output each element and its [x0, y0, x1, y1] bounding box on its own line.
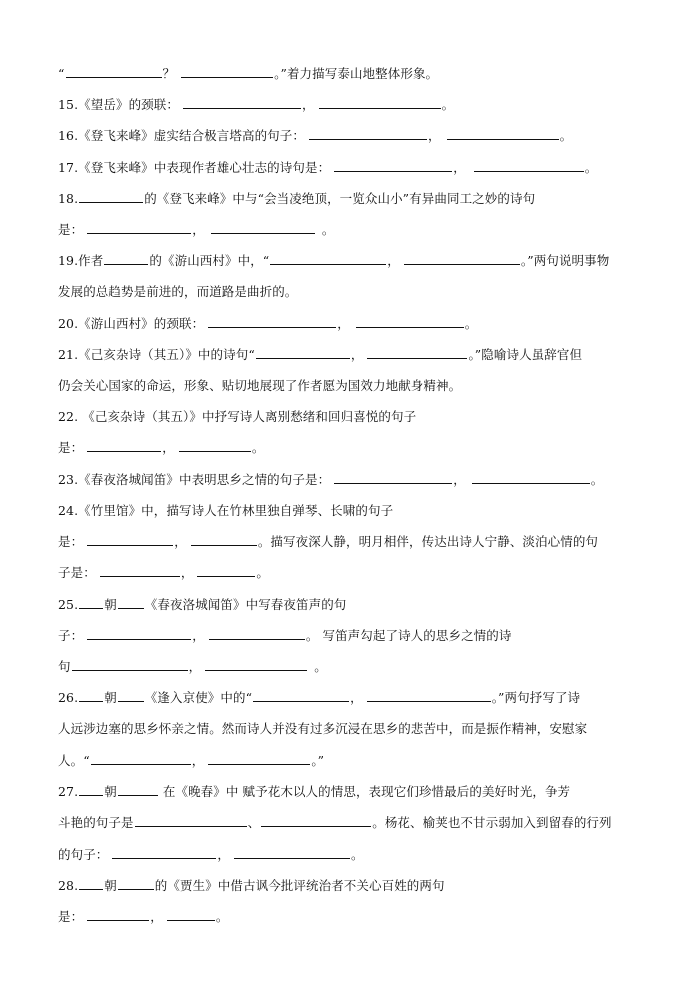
text-seg: 25. [58, 597, 79, 612]
text-seg: 24.《竹里馆》中，描写诗人在竹林里独自弹琴、长啸的句子 [58, 503, 394, 518]
line-22 [58, 721, 587, 737]
text-seg: 是： [58, 222, 84, 237]
answer-blank[interactable] [474, 160, 584, 172]
answer-blank[interactable] [270, 253, 386, 265]
line-16 [58, 534, 598, 550]
text-seg: 朝 [104, 597, 117, 612]
answer-blank[interactable] [334, 472, 452, 484]
text-seg: 21.《己亥杂诗（其五）》中的诗句“ [58, 347, 255, 362]
text-seg: 。 [584, 160, 598, 175]
text-seg: 22. 《己亥杂诗（其五）》中抒写诗人离别愁绪和回归喜悦的句子 [58, 409, 417, 424]
text-seg: 、 [247, 815, 261, 830]
answer-blank[interactable] [205, 659, 307, 671]
text-seg: 20.《游山西村》的颈联： [58, 316, 205, 331]
text-seg: 《逢入京使》中的“ [144, 690, 253, 705]
text-seg: ， [427, 128, 441, 143]
line-26 [58, 847, 364, 863]
text-seg: 发展的总趋势是前进的，而道路是曲折的。 [58, 284, 298, 299]
line-25 [58, 815, 612, 831]
answer-blank[interactable] [181, 66, 273, 78]
text-seg: 。 [314, 659, 327, 674]
text-seg: 。 [590, 472, 604, 487]
text-seg: 。杨花、榆荚也不甘示弱加入到留春的行列 [372, 815, 612, 830]
answer-blank[interactable] [447, 128, 559, 140]
line-3 [58, 128, 572, 144]
line-27 [58, 878, 445, 894]
text-seg: ， [301, 97, 315, 112]
line-2 [58, 97, 454, 113]
text-seg: 的句子： [58, 847, 109, 862]
text-seg: ， [350, 347, 364, 362]
line-8 [58, 284, 297, 300]
answer-blank[interactable] [87, 440, 161, 452]
line-19 [58, 628, 512, 644]
text-seg: 句 [58, 659, 71, 674]
line-7 [58, 253, 609, 269]
text-seg: 《春夜洛城闻笛》中写春夜笛声的句 [144, 597, 347, 612]
text-seg: 。” [311, 753, 325, 768]
text-seg: 。 [559, 128, 573, 143]
answer-blank[interactable] [191, 534, 257, 546]
answer-blank[interactable] [91, 753, 191, 765]
answer-blank[interactable] [66, 66, 162, 78]
line-23 [58, 753, 324, 769]
answer-blank[interactable] [367, 690, 491, 702]
answer-blank[interactable] [100, 565, 180, 577]
text-seg: 23.《春夜洛城闻笛》中表明思乡之情的句子是： [58, 472, 331, 487]
line-21 [58, 690, 580, 706]
line-14 [58, 472, 603, 488]
answer-blank[interactable] [234, 847, 350, 859]
line-28 [58, 909, 228, 925]
text-seg: 17.《登飞来峰》中表现作者雄心壮志的诗句是： [58, 160, 331, 175]
answer-blank[interactable] [79, 690, 103, 702]
text-seg: 28. [58, 878, 79, 893]
text-seg: 朝 [104, 878, 117, 893]
text-seg: 。 [215, 909, 229, 924]
answer-blank[interactable] [211, 222, 315, 234]
text-seg: 。”两句抒写了诗 [491, 690, 581, 705]
answer-blank[interactable] [179, 440, 251, 452]
answer-blank[interactable] [118, 878, 154, 890]
text-seg: 朝 [104, 690, 117, 705]
text-seg: 。 [441, 97, 455, 112]
answer-blank[interactable] [367, 347, 467, 359]
text-seg: ？ [162, 66, 176, 81]
text-seg: 15.《望岳》的颈联： [58, 97, 179, 112]
answer-blank[interactable] [256, 347, 350, 359]
text-seg: 仍会关心国家的命运，形象、贴切地展现了作者愿为国效力地献身精神。 [58, 378, 462, 393]
text-seg: ， [162, 440, 175, 455]
answer-blank[interactable] [87, 222, 191, 234]
text-seg: 朝 [104, 784, 117, 799]
text-seg: 。 [321, 222, 335, 237]
answer-blank[interactable] [118, 597, 144, 609]
answer-blank[interactable] [87, 628, 191, 640]
text-seg: ， [350, 690, 363, 705]
answer-blank[interactable] [309, 128, 427, 140]
text-seg: ， [337, 316, 350, 331]
text-seg: 。 [351, 847, 364, 862]
text-seg: ， [192, 628, 205, 643]
answer-blank[interactable] [104, 253, 148, 265]
text-seg: 的《登飞来峰》中与“会当凌绝顶，一览众山小”有异曲同工之妙的诗句 [144, 191, 536, 206]
text-seg: 子： [58, 628, 84, 643]
answer-blank[interactable] [79, 878, 103, 890]
text-seg: 。 [251, 440, 265, 455]
answer-blank[interactable] [183, 97, 301, 109]
text-seg: “ [58, 66, 65, 81]
line-6 [58, 222, 334, 238]
text-seg: 是： [58, 909, 84, 924]
line-9 [58, 316, 477, 332]
answer-blank[interactable] [404, 253, 520, 265]
text-seg: 。”两句说明事物 [520, 253, 610, 268]
text-seg: 的《游山西村》中，“ [149, 253, 270, 268]
text-seg: ， [188, 659, 202, 674]
text-seg: 。”着力描写泰山地整体形象。 [274, 66, 439, 81]
answer-blank[interactable] [79, 597, 103, 609]
text-seg: ， [453, 160, 466, 175]
text-seg: ， [453, 472, 466, 487]
answer-blank[interactable] [72, 659, 188, 671]
answer-blank[interactable] [208, 316, 336, 328]
text-seg: 是： [58, 440, 84, 455]
text-seg: ， [192, 222, 205, 237]
line-18 [58, 597, 346, 613]
text-seg: 。”隐喻诗人虽辞官但 [468, 347, 583, 362]
text-seg: ， [150, 909, 163, 924]
answer-blank[interactable] [319, 97, 441, 109]
line-15 [58, 503, 393, 519]
text-seg: ， [217, 847, 231, 862]
text-seg: 在《晚春》中 赋予花木以人的情思，表现它们珍惜最后的美好时光，争芳 [158, 784, 571, 799]
text-seg: 19.作者 [58, 253, 104, 268]
text-seg: 。 写笛声勾起了诗人的思乡之情的诗 [305, 628, 512, 643]
text-seg: ， [180, 565, 194, 580]
answer-blank[interactable] [208, 753, 310, 765]
answer-blank[interactable] [197, 565, 255, 577]
answer-blank[interactable] [167, 909, 215, 921]
text-seg: 人。“ [58, 753, 90, 768]
line-5 [58, 191, 535, 207]
text-seg: 16.《登飞来峰》虚实结合极言塔高的句子： [58, 128, 305, 143]
line-12 [58, 409, 416, 425]
line-20 [58, 659, 327, 675]
answer-blank[interactable] [87, 534, 173, 546]
answer-blank[interactable] [261, 815, 371, 827]
line-1 [58, 66, 438, 82]
answer-blank[interactable] [356, 316, 464, 328]
text-seg: 27. [58, 784, 79, 799]
line-24 [58, 784, 570, 800]
answer-blank[interactable] [334, 160, 452, 172]
answer-blank[interactable] [118, 784, 158, 796]
text-seg: 人远涉边塞的思乡怀亲之情。然而诗人并没有过多沉浸在思乡的悲苦中，而是振作精神，安慰家 [58, 721, 588, 736]
line-13 [58, 440, 264, 456]
text-seg: 是： [58, 534, 84, 549]
answer-blank[interactable] [118, 690, 144, 702]
text-seg: 26. [58, 690, 79, 705]
answer-blank[interactable] [209, 628, 305, 640]
line-17 [58, 565, 269, 581]
text-seg: 。 [256, 565, 270, 580]
text-seg: 子是： [58, 565, 96, 580]
text-seg: ， [174, 534, 187, 549]
answer-blank[interactable] [79, 784, 103, 796]
text-seg: 。 [464, 316, 478, 331]
answer-blank[interactable] [79, 191, 143, 203]
text-seg: 的《贾生》中借古讽今批评统治者不关心百姓的两句 [154, 878, 445, 893]
answer-blank[interactable] [87, 909, 149, 921]
answer-blank[interactable] [135, 815, 247, 827]
answer-blank[interactable] [253, 690, 349, 702]
text-seg: 18. [58, 191, 79, 206]
answer-blank[interactable] [472, 472, 590, 484]
text-seg: 斗艳的句子是 [58, 815, 134, 830]
text-seg: 。描写夜深人静，明月相伴，传达出诗人宁静、淡泊心情的句 [257, 534, 599, 549]
line-4 [58, 160, 597, 176]
line-10 [58, 347, 582, 363]
text-seg: ， [387, 253, 400, 268]
answer-blank[interactable] [112, 847, 216, 859]
line-11 [58, 378, 461, 394]
text-seg: ， [191, 753, 205, 768]
